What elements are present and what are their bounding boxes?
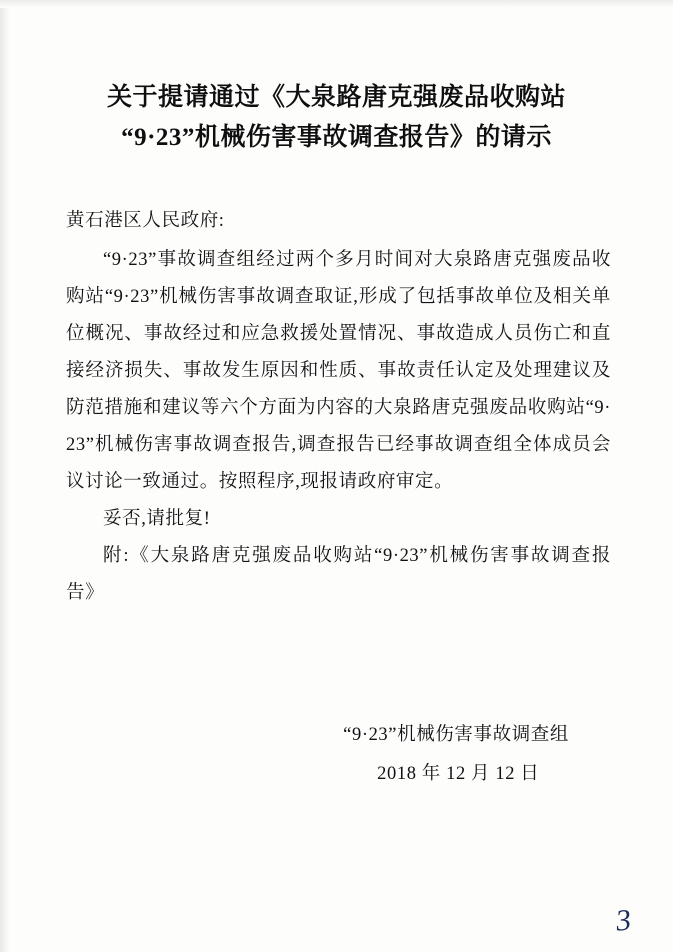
document-title-line-2: “9·23”机械伤害事故调查报告》的请示	[121, 123, 552, 151]
document-addressee: 黄石港区人民政府:	[66, 211, 225, 231]
document-body	[0, 157, 673, 612]
document-paragraph-2: 妥否,请批复!	[103, 509, 211, 529]
signature-block	[343, 716, 569, 794]
document-title-line-1: 关于提请通过《大泉路唐克强废品收购站	[106, 84, 566, 111]
document-paragraph-1: “9·23”事故调查组经过两个多月时间对大泉路唐克强废品收购站“9·23”机械伤害事故调查取证,形成了包括事故单位及相关单位概况、事故经过和应急救援处置情况、事故造成人员伤亡和直接经济损失、事故发生原因和性质、事故责任认定及处理建议及防范措施和建议等六个方面为内容的大泉路唐克强废品收购站“9·23”机械伤害事故调查报告,调查报告已经事故调查组全体成员会议讨论一致通过。按照程序,现报请政府审定。	[66, 250, 611, 492]
signature-organization: “9·23”机械伤害事故调查组	[343, 725, 569, 745]
signature-date: 2018 年 12 月 12 日	[377, 763, 540, 784]
document-paragraph-3: 附:《大泉路唐克强废品收购站“9·23”机械伤害事故调查报告》	[66, 546, 611, 603]
document-title	[0, 0, 673, 157]
page-number: 3	[614, 903, 633, 938]
